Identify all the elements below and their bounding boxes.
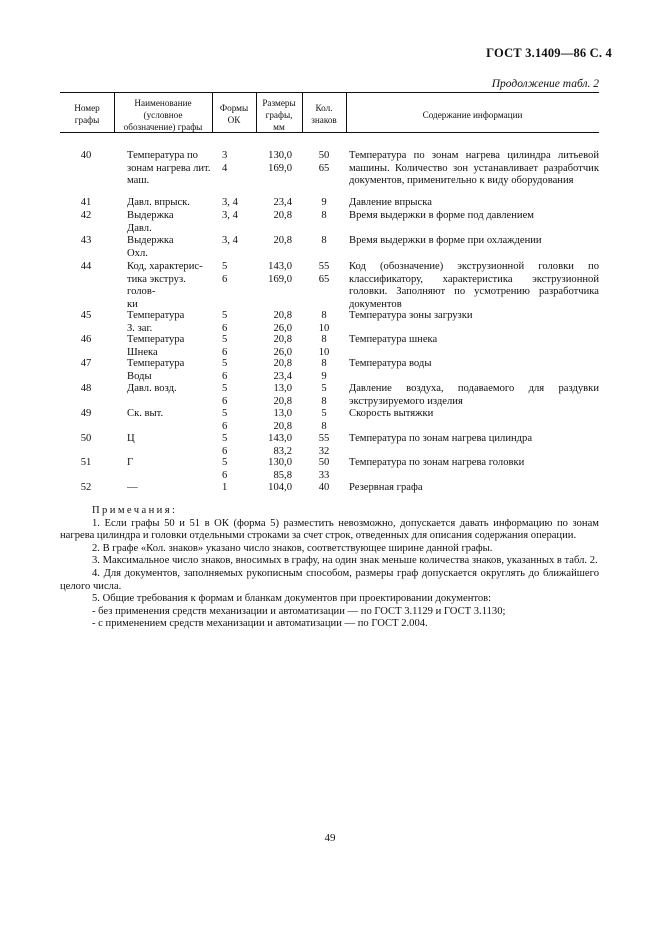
row-char-count	[305, 210, 343, 223]
row-size-line: 23,4	[273, 370, 292, 382]
row-number: 50	[80, 433, 92, 444]
row-name	[127, 334, 211, 359]
row-size-line: 20,8	[273, 210, 292, 221]
row-char-count-line: 55	[318, 261, 330, 272]
row-forms	[222, 334, 254, 359]
row-content: Давление впрыска	[349, 197, 432, 208]
row-forms-line: 5	[222, 383, 228, 394]
notes-block	[60, 505, 599, 631]
row-char-count-line: 5	[321, 408, 327, 419]
row-size	[256, 358, 292, 383]
row-number: 49	[80, 408, 92, 419]
row-size-line: 169,0	[268, 273, 292, 285]
row-name-line: Давл. впрыск.	[127, 197, 190, 208]
row-name-line: Г	[127, 457, 134, 468]
row-name-line: Температура	[127, 358, 185, 369]
row-forms-line: 6	[222, 346, 228, 358]
row-name-line: Ск. выт.	[127, 408, 164, 419]
col-header-count: Кол. знаков	[311, 103, 337, 125]
row-name-line: зонам нагрева лит.	[127, 162, 211, 174]
row-forms-line: 5	[222, 433, 228, 444]
row-size	[256, 383, 292, 408]
row-name-line: Код, характерис-	[127, 261, 203, 272]
row-forms-line: 4	[222, 162, 228, 174]
row-name-line: Температура	[127, 310, 185, 321]
row-forms-line: 6	[222, 469, 228, 481]
row-size-line: 130,0	[268, 457, 292, 468]
row-forms-line: 3, 4	[222, 235, 238, 246]
row-content: Код (обозначение) экструзионной головки по классификатору, характеристика экструзионной головки. Заполняют по усмотрению разработчика документов	[349, 261, 599, 310]
row-size-line: 26,0	[273, 346, 292, 358]
row-name	[127, 358, 211, 383]
row-content: Температура по зонам нагрева цилиндра литьевой машины. Количество зон устанавливает разработчик документов, применительно к виду оборудования	[349, 150, 599, 187]
row-number: 42	[80, 210, 92, 221]
row-name	[127, 261, 211, 311]
row-name	[127, 210, 211, 235]
row-char-count-line: 8	[321, 210, 327, 221]
row-forms-line: 1	[222, 482, 228, 493]
col-header-content: Содержание информации	[422, 110, 523, 120]
row-name-line: тика экструз. голов-	[127, 273, 186, 298]
row-forms-line: 6	[222, 395, 228, 407]
document-header: ГОСТ 3.1409—86 С. 4	[486, 46, 612, 60]
row-forms	[222, 457, 254, 482]
row-number: 48	[80, 383, 92, 394]
row-name-line: Температура по	[127, 150, 198, 161]
row-size-line: 13,0	[273, 408, 292, 419]
row-char-count	[305, 482, 343, 495]
row-forms-line: 5	[222, 358, 228, 369]
row-forms-line: 6	[222, 322, 228, 334]
row-number: 47	[80, 358, 92, 369]
row-size	[256, 408, 292, 433]
row-number: 43	[80, 235, 92, 246]
row-number: 44	[80, 261, 92, 272]
notes-title: Примечания:	[92, 505, 178, 516]
row-char-count-line: 40	[318, 482, 330, 493]
row-forms	[222, 482, 254, 495]
row-size	[256, 482, 292, 495]
row-name-line: Охл.	[127, 247, 148, 259]
row-size-line: 20,8	[273, 235, 292, 246]
row-char-count-line: 8	[321, 395, 327, 407]
row-forms	[222, 310, 254, 335]
row-name-line: Давл. возд.	[127, 383, 177, 394]
row-char-count	[305, 197, 343, 210]
row-name	[127, 197, 211, 210]
table-top-rule	[60, 92, 599, 93]
row-content: Температура воды	[349, 358, 432, 369]
row-content: Время выдержки в форме под давлением	[349, 210, 534, 221]
row-size-line: 20,8	[273, 310, 292, 321]
row-number: 51	[80, 457, 92, 468]
page-number: 49	[324, 832, 336, 844]
row-name-line: Ц	[127, 433, 135, 444]
row-char-count	[305, 457, 343, 482]
row-name-line: Выдержка	[127, 235, 174, 246]
col-header-name: Наименование (условное обозначение) графы	[123, 98, 203, 132]
row-char-count-line: 50	[318, 150, 330, 161]
row-size-line: 104,0	[268, 482, 292, 493]
row-forms	[222, 408, 254, 433]
row-forms-line: 3	[222, 150, 228, 161]
row-forms-line: 3, 4	[222, 197, 238, 208]
row-name	[127, 408, 211, 421]
row-size-line: 143,0	[268, 433, 292, 444]
row-forms	[222, 210, 254, 223]
row-forms-line: 6	[222, 273, 228, 285]
col-header-num: Номер графы	[74, 103, 100, 125]
row-name	[127, 457, 211, 470]
note-item: 5. Общие требования к формам и бланкам документов при проектировании документов:	[92, 593, 492, 605]
row-name	[127, 235, 211, 260]
row-char-count-line: 50	[318, 457, 330, 468]
row-name	[127, 310, 211, 335]
row-char-count	[305, 383, 343, 408]
row-char-count-line: 8	[321, 420, 327, 432]
row-size-line: 85,8	[273, 469, 292, 481]
row-name	[127, 383, 211, 396]
row-number: 45	[80, 310, 92, 321]
row-forms-line: 5	[222, 334, 228, 345]
row-size	[256, 150, 292, 175]
row-size-line: 13,0	[273, 383, 292, 394]
note-item: 2. В графе «Кол. знаков» указано число знаков, соответствующее ширине данной графы.	[92, 542, 493, 554]
row-name-line: Шнека	[127, 346, 158, 358]
note-dash-item: - без применения средств механизации и автоматизации — по ГОСТ 3.1129 и ГОСТ 3.1130;	[92, 605, 506, 617]
row-char-count-line: 10	[318, 346, 330, 358]
row-name	[127, 482, 211, 495]
row-forms-line: 3, 4	[222, 210, 238, 221]
row-char-count	[305, 261, 343, 286]
row-name-line: З. заг.	[127, 322, 153, 334]
row-char-count	[305, 408, 343, 433]
row-size	[256, 197, 292, 210]
row-forms-line: 5	[222, 310, 228, 321]
row-forms	[222, 358, 254, 383]
row-size-line: 20,8	[273, 395, 292, 407]
note-item: 4. Для документов, заполняемых рукописным способом, размеры граф допускается округлять до ближайшего целого числа.	[60, 567, 599, 592]
row-forms	[222, 235, 254, 248]
row-char-count-line: 65	[318, 273, 330, 285]
row-content: Температура по зонам нагрева цилиндра	[349, 433, 533, 444]
row-content: Давление воздуха, подаваемого для раздувки экструзируемого изделия	[349, 383, 599, 407]
row-content: Температура по зонам нагрева головки	[349, 457, 525, 468]
row-name-line: маш.	[127, 175, 150, 187]
row-char-count-line: 32	[318, 445, 330, 457]
row-forms-line: 6	[222, 445, 228, 457]
row-forms-line: 6	[222, 420, 228, 432]
row-forms	[222, 261, 254, 286]
row-forms	[222, 197, 254, 210]
row-forms	[222, 433, 254, 458]
row-size-line: 169,0	[268, 162, 292, 174]
row-char-count	[305, 358, 343, 383]
row-size-line: 26,0	[273, 322, 292, 334]
row-name	[127, 433, 211, 446]
row-char-count-line: 5	[321, 383, 327, 394]
row-size	[256, 433, 292, 458]
note-item: 1. Если графы 50 и 51 в ОК (форма 5) разместить невозможно, допускается давать информацию по зонам нагрева цилиндра и головки отдельными строками за счет строк, отведенных для описания содержания операции.	[60, 517, 599, 542]
row-forms-line: 5	[222, 457, 228, 468]
row-size	[256, 457, 292, 482]
row-char-count-line: 10	[318, 322, 330, 334]
row-char-count	[305, 235, 343, 248]
row-char-count-line: 9	[321, 370, 327, 382]
row-size-line: 20,8	[273, 358, 292, 369]
row-forms-line: 5	[222, 261, 228, 272]
row-content: Температура зоны загрузки	[349, 310, 473, 321]
row-forms-line: 5	[222, 408, 228, 419]
row-content: Скорость вытяжки	[349, 408, 434, 419]
row-size	[256, 310, 292, 335]
row-char-count-line: 55	[318, 433, 330, 444]
row-char-count-line: 8	[321, 334, 327, 345]
row-forms	[222, 383, 254, 408]
row-name-line: Выдержка	[127, 210, 174, 221]
row-size-line: 130,0	[268, 150, 292, 161]
row-char-count-line: 9	[321, 197, 327, 208]
col-header-form: Формы ОК	[219, 103, 249, 125]
row-size	[256, 210, 292, 223]
row-size-line: 143,0	[268, 261, 292, 272]
row-content: Время выдержки в форме при охлаждении	[349, 235, 542, 246]
row-number: 41	[80, 197, 92, 208]
row-char-count-line: 8	[321, 358, 327, 369]
row-name	[127, 150, 211, 188]
row-char-count	[305, 334, 343, 359]
note-dash-item: - с применением средств механизации и автоматизации — по ГОСТ 2.004.	[92, 618, 428, 630]
row-char-count	[305, 433, 343, 458]
row-char-count-line: 8	[321, 310, 327, 321]
row-char-count	[305, 150, 343, 175]
row-char-count	[305, 310, 343, 335]
row-size-line: 23,4	[273, 197, 292, 208]
row-content: Резервная графа	[349, 482, 423, 493]
row-size	[256, 261, 292, 286]
row-forms-line: 6	[222, 370, 228, 382]
row-name-line: Воды	[127, 370, 152, 382]
note-item: 3. Максимальное число знаков, вносимых в графу, на один знак меньше количества знаков, указанных в табл. 2.	[92, 555, 598, 567]
row-forms	[222, 150, 254, 175]
row-size-line: 83,2	[273, 445, 292, 457]
row-name-line: Температура	[127, 334, 185, 345]
row-char-count-line: 33	[318, 469, 330, 481]
table-continuation-label: Продолжение табл. 2	[491, 78, 599, 90]
row-number: 40	[80, 150, 92, 161]
col-header-size: Размеры графы, мм	[262, 98, 296, 132]
row-char-count-line: 65	[318, 162, 330, 174]
row-size-line: 20,8	[273, 420, 292, 432]
row-char-count-line: 8	[321, 235, 327, 246]
row-name-line: Давл.	[127, 222, 152, 234]
row-number: 52	[80, 482, 92, 493]
row-number: 46	[80, 334, 92, 345]
row-content: Температура шнека	[349, 334, 438, 345]
row-size	[256, 235, 292, 248]
row-name-line: —	[127, 482, 138, 493]
row-name-line: ки	[127, 298, 138, 310]
row-size	[256, 334, 292, 359]
row-size-line: 20,8	[273, 334, 292, 345]
